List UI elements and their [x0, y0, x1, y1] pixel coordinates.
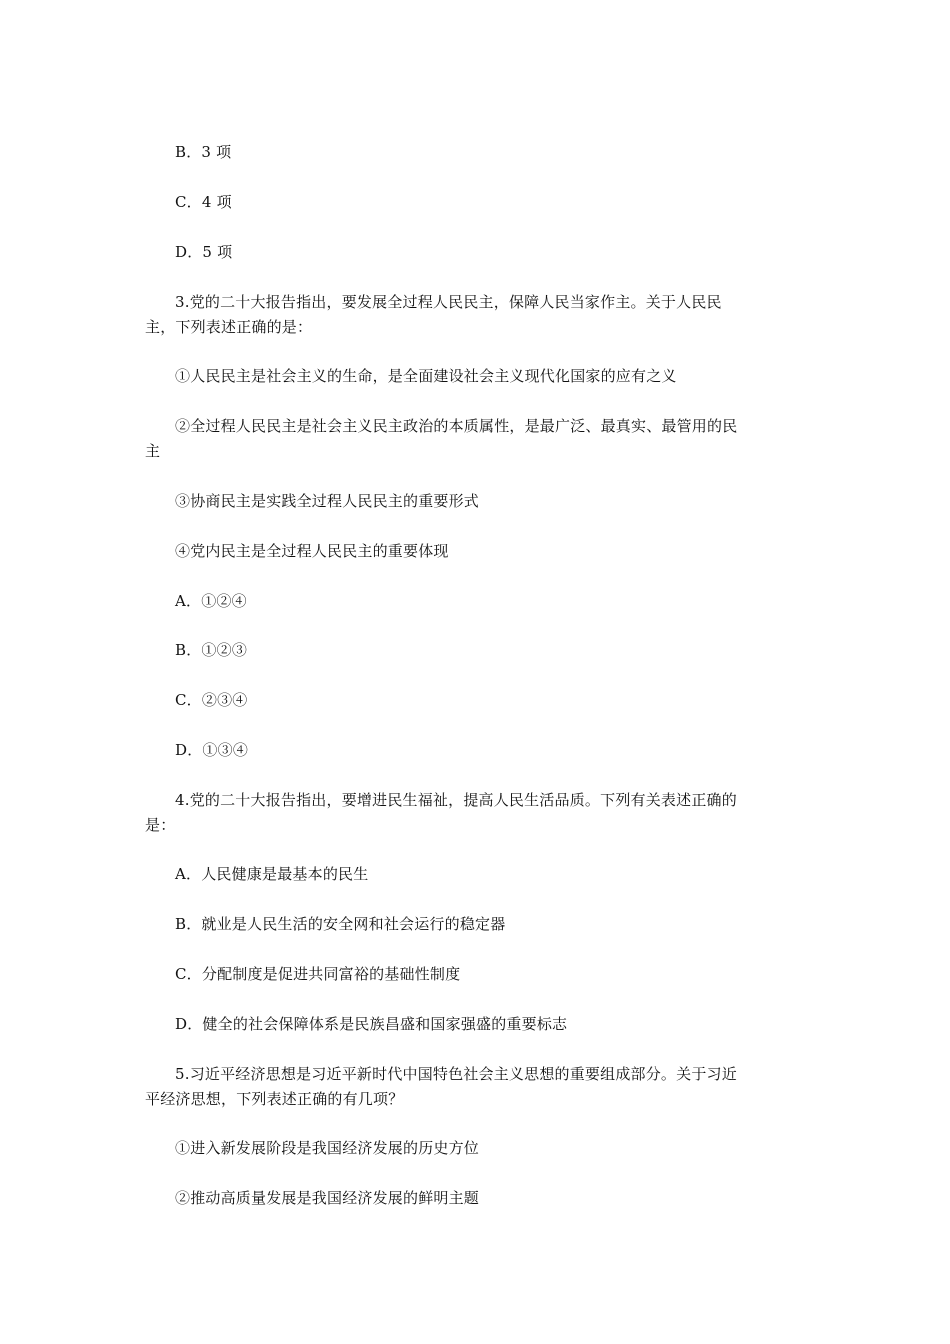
q5-item-1: ①进入新发展阶段是我国经济发展的历史方位: [175, 1139, 480, 1157]
q4-option-b: B．就业是人民生活的安全网和社会运行的稳定器: [175, 915, 506, 933]
q5-item-2: ②推动高质量发展是我国经济发展的鲜明主题: [175, 1189, 480, 1207]
q2-option-d: D．5 项: [175, 243, 233, 261]
q3-item-1: ①人民民主是社会主义的生命，是全面建设社会主义现代化国家的应有之义: [175, 367, 677, 385]
q3-stem-line2: 主，下列表述正确的是：: [145, 318, 313, 336]
q4-option-c: C．分配制度是促进共同富裕的基础性制度: [175, 965, 461, 983]
q4-stem-line2: 是：: [145, 816, 176, 834]
q2-option-c: C．4 项: [175, 193, 232, 211]
q4-stem-line1: 4.党的二十大报告指出，要增进民生福祉，提高人民生活品质。下列有关表述正确的: [175, 791, 737, 809]
q3-option-d: D．①③④: [175, 741, 249, 759]
q2-option-b: B．3 项: [175, 143, 232, 161]
q4-option-d: D．健全的社会保障体系是民族昌盛和国家强盛的重要标志: [175, 1015, 568, 1033]
q3-option-c: C．②③④: [175, 691, 248, 709]
q4-option-a: A．人民健康是最基本的民生: [175, 865, 369, 883]
q5-stem-line2: 平经济思想，下列表述正确的有几项？: [145, 1090, 404, 1108]
q3-item-2: ②全过程人民民主是社会主义民主政治的本质属性，是最广泛、最真实、最管用的民: [175, 417, 738, 435]
q3-option-b: B．①②③: [175, 641, 248, 659]
q3-item-3: ③协商民主是实践全过程人民民主的重要形式: [175, 492, 480, 510]
q3-option-a: A．①②④: [175, 592, 247, 610]
q3-stem-line1: 3.党的二十大报告指出，要发展全过程人民民主，保障人民当家作主。关于人民民: [175, 293, 722, 311]
q3-item-2-cont: 主: [145, 442, 161, 460]
q5-stem-line1: 5.习近平经济思想是习近平新时代中国特色社会主义思想的重要组成部分。关于习近: [175, 1065, 737, 1083]
q3-item-4: ④党内民主是全过程人民民主的重要体现: [175, 542, 449, 560]
